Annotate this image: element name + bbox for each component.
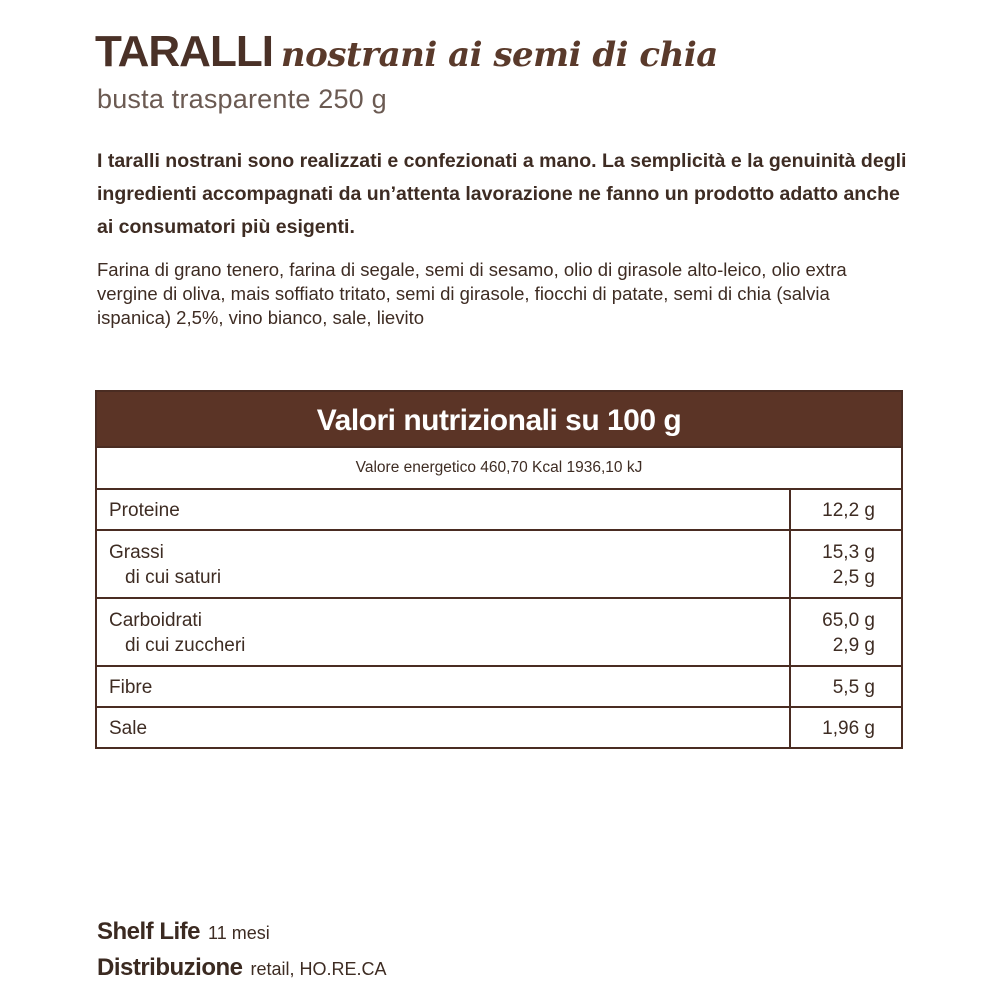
nutrient-value-cell — [791, 531, 901, 597]
nutrient-name-cell — [97, 599, 791, 665]
nutrient-value: 12,2 g — [822, 500, 875, 521]
nutrient-value-cell — [791, 599, 901, 665]
nutrient-value: 15,3 g — [822, 542, 875, 563]
nutrition-table-title: Valori nutrizionali su 100 g — [97, 392, 901, 446]
nutrient-name: Proteine — [97, 490, 791, 529]
nutrient-name: Sale — [97, 708, 791, 747]
product-name: TARALLI — [95, 27, 273, 76]
nutrient-name: Grassi — [109, 542, 164, 563]
nutrient-subvalue: 2,5 g — [832, 567, 875, 588]
energy-value: Valore energetico 460,70 Kcal 1936,10 kJ — [97, 446, 901, 488]
table-row-proteine — [97, 488, 901, 529]
nutrient-name-cell — [97, 531, 791, 597]
table-row-sale — [97, 706, 901, 747]
distribution-value: retail, HO.RE.CA — [250, 959, 387, 979]
ingredients-list: Farina di grano tenero, farina di segale, semi di sesamo, olio di girasole alto-leico, olio extra vergine di oliva, mais soffiato tritato, semi di girasole, fiocchi di patate, semi di chia (salvia ispanica) 2,5%, vino bianco, sale, lievito — [97, 259, 847, 328]
shelf-life-value: 11 mesi — [208, 923, 270, 943]
table-row-carboidrati — [97, 597, 901, 665]
distribution-label: Distribuzione — [97, 954, 243, 981]
nutrient-subname: di cui zuccheri — [125, 635, 246, 656]
shelf-life — [97, 918, 270, 946]
nutrient-value: 65,0 g — [822, 610, 875, 631]
nutrient-value: 1,96 g — [822, 718, 875, 739]
product-description: I taralli nostrani sono realizzati e confezionati a mano. La semplicità e la genuinità degli ingredienti accompagnati da un’attenta lavorazione ne fanno un prodotto adatto anche ai consumatori più esigenti. — [97, 150, 907, 238]
product-name-script: nostrani ai semi di chia — [280, 35, 718, 75]
nutrient-subvalue: 2,9 g — [832, 635, 875, 656]
nutrition-table — [95, 390, 903, 749]
table-row-grassi — [97, 529, 901, 597]
distribution — [97, 954, 387, 982]
nutrient-subname: di cui saturi — [125, 567, 222, 588]
package-subtitle: busta trasparente 250 g — [97, 84, 387, 114]
nutrient-value: 5,5 g — [832, 677, 875, 698]
table-row-fibre — [97, 665, 901, 706]
product-title — [95, 27, 718, 76]
shelf-life-label: Shelf Life — [97, 918, 201, 945]
nutrient-name: Carboidrati — [109, 610, 202, 631]
nutrient-name: Fibre — [97, 667, 791, 706]
